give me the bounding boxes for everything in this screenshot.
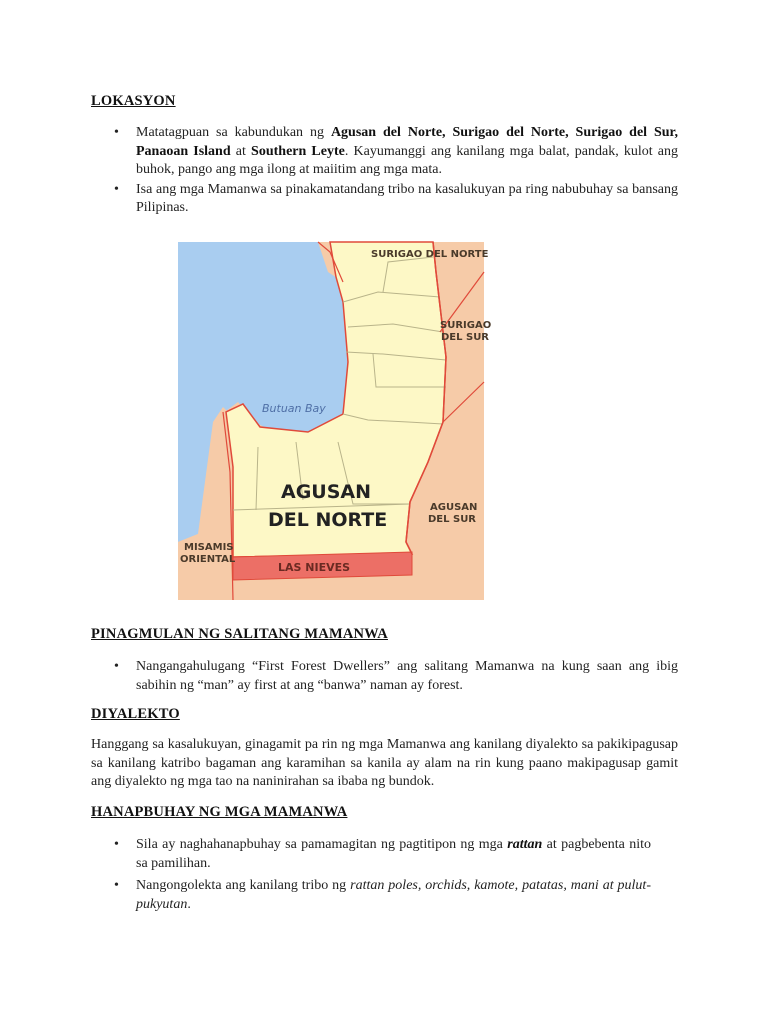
label-surigao-del-norte: SURIGAO DEL NORTE: [371, 249, 489, 260]
heading-diyalekto: DIYALEKTO: [91, 706, 180, 722]
agusan-del-norte-map: [178, 242, 492, 600]
diyalekto-paragraph: Hanggang sa kasalukuyan, ginagamit pa rin ng mga Mamanwa ang kanilang diyalekto sa pakikipagusap sa kanilang katribo bagaman ang karamihan sa kanila ay alam na rin kung paano makipagusap gamit ang diyalekto ng mga tao na naninirahan sa ibaba ng bundok.: [91, 737, 678, 789]
list-item: • Nangangahulugang “First Forest Dwellers” ang salitang Mamanwa na kung saan ang ibig sabihin ng “man” ay first at ang “banwa” naman ay forest.: [91, 658, 678, 695]
heading-pinagmulan: PINAGMULAN NG SALITANG MAMANWA: [91, 626, 388, 642]
list-item: • Nangongolekta ang kanilang tribo ng rattan poles, orchids, kamote, patatas, mani at pulut-pukyutan.: [91, 877, 651, 914]
label-butuan-bay: Butuan Bay: [262, 402, 326, 415]
heading-hanapbuhay: HANAPBUHAY NG MGA MAMANWA: [91, 804, 348, 820]
list-item: • Sila ay naghahanapbuhay sa pamamagitan ng pagtitipon ng mga rattan at pagbebenta nito sa pamilihan.: [91, 836, 651, 873]
label-misamis-oriental-1: MISAMIS: [184, 542, 234, 553]
list-item: • Matatagpuan sa kabundukan ng Agusan del Norte, Surigao del Norte, Surigao del Sur, Panaoan Island at Southern Leyte. Kayumanggi ang kanilang mga balat, pandak, kulot ang buhok, pango ang mga ilong at maiitim ang mga mata.: [91, 124, 678, 180]
heading-lokasyon: LOKASYON: [91, 93, 176, 109]
lokasyon-list: [91, 124, 678, 219]
pinagmulan-list: [91, 658, 678, 696]
label-misamis-oriental-2: ORIENTAL: [180, 554, 236, 565]
label-surigao-del-sur-2: DEL SUR: [441, 332, 490, 343]
list-item: • Isa ang mga Mamanwa sa pinakamatandang tribo na kasalukuyan pa ring nabubuhay sa bansang Pilipinas.: [91, 181, 678, 218]
label-agusan-del-sur-2: DEL SUR: [428, 514, 477, 525]
label-las-nieves: LAS NIEVES: [278, 561, 351, 574]
label-agusan-del-norte-1: AGUSAN: [281, 481, 372, 503]
label-agusan-del-norte-2: DEL NORTE: [268, 509, 388, 531]
hanapbuhay-list: [91, 836, 651, 915]
label-agusan-del-sur-1: AGUSAN: [430, 502, 478, 513]
label-surigao-del-sur-1: SURIGAO: [440, 320, 492, 331]
